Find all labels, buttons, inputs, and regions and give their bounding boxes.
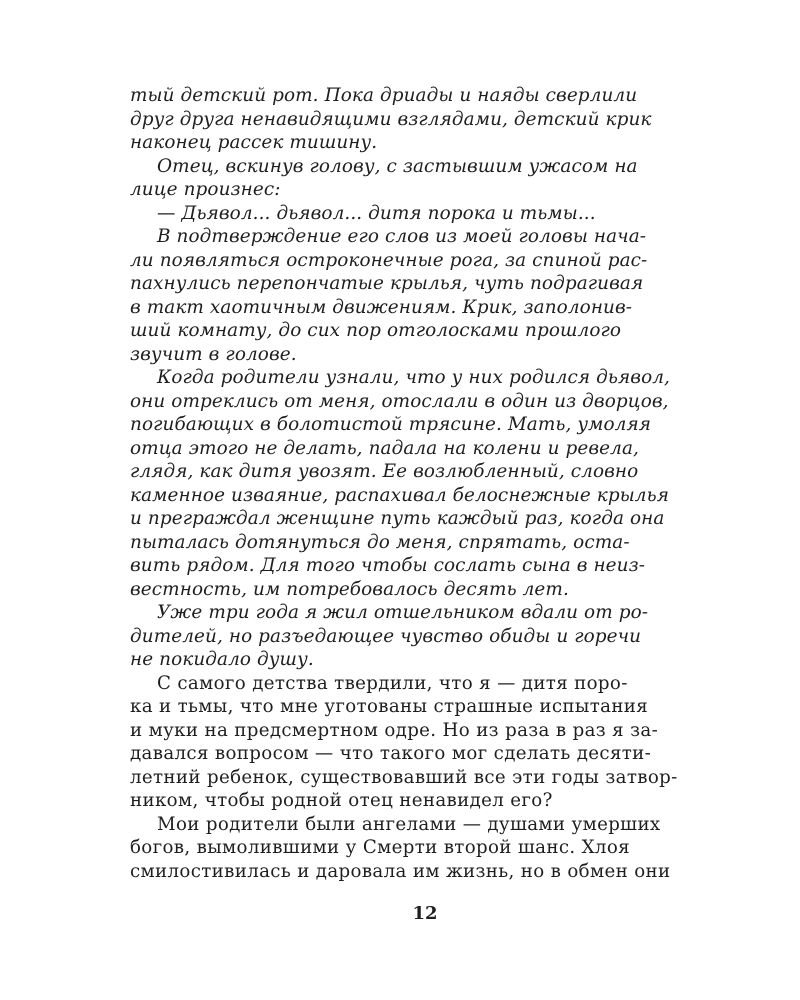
text-line: погибающих в болотистой трясине. Мать, умоляя [130,414,652,435]
text-line: и преграждал женщине путь каждый раз, когда она [130,508,665,529]
book-page-text [130,84,720,883]
page-number: 12 [412,903,438,924]
text-line: наконец рассек тишину. [130,132,378,153]
dialogue-line: — Дьявол... дьявол... дитя порока и тьмы... [157,202,596,224]
text-line: пыталась дотянуться до меня, спрятать, оста- [130,531,630,553]
text-line: смилостивилась и даровала им жизнь, но в обмен они [130,860,671,882]
text-line: не покидало душу. [130,649,314,670]
text-line: вить рядом. Для того чтобы сослать сына в неиз- [130,555,646,576]
text-line: богов, вымолившими у Смерти второй шанс. Хлоя [130,837,630,858]
text-line: ником, чтобы родной отец ненавидел его? [130,790,553,811]
text-line: ка и тьмы, что мне уготованы страшные испытания [130,696,649,717]
paragraph-start-line: Когда родители узнали, что у них родился дьявол, [157,367,670,388]
text-line: вестность, им потребовалось десять лет. [130,578,569,600]
text-line: они отреклись от меня, отослали в один из дворцов, [130,390,669,412]
paragraph-start-line: Уже три года я жил отшельником вдали от ро- [157,602,649,623]
text-line: друг друга ненавидящими взглядами, детский крик [130,108,652,130]
text-line: лице произнес: [130,179,281,200]
text-line: давался вопросом — что такого мог сделать десяти- [130,743,652,764]
paragraph-start-line: В подтверждение его слов из моей головы нача- [157,226,647,247]
text-line: ший комнату, до сих пор отголосками прошлого [130,320,622,341]
text-line: глядя, как дитя увозят. Ее возлюбленный, словно [130,461,639,482]
text-line: и муки на предсмертном одре. Но из раза в раз я за- [130,719,659,741]
paragraph-start-line: С самого детства твердили, что я — дитя поро- [157,672,628,694]
text-line: летний ребенок, существовавший все эти годы затвор- [130,766,678,788]
text-line: отца этого не делать, падала на колени и ревела, [130,437,639,459]
text-line: ли появляться остроконечные рога, за спиной рас- [130,249,648,271]
text-line: тый детский рот. Пока дриады и наяды сверлили [130,85,638,106]
text-line: дителей, но разъедающее чувство обиды и горечи [130,625,642,647]
paragraph-start-line: Мои родители были ангелами — душами умерших [157,813,661,835]
text-line: звучит в голове. [130,343,297,365]
text-line: пахнулись перепончатые крылья, чуть подрагивая [130,273,644,294]
text-line: каменное изваяние, распахивал белоснежные крылья [130,484,669,506]
paragraph-start-line: Отец, вскинув голову, с застывшим ужасом на [157,155,638,177]
text-line: в такт хаотичным движениям. Крик, заполонив- [130,296,633,318]
